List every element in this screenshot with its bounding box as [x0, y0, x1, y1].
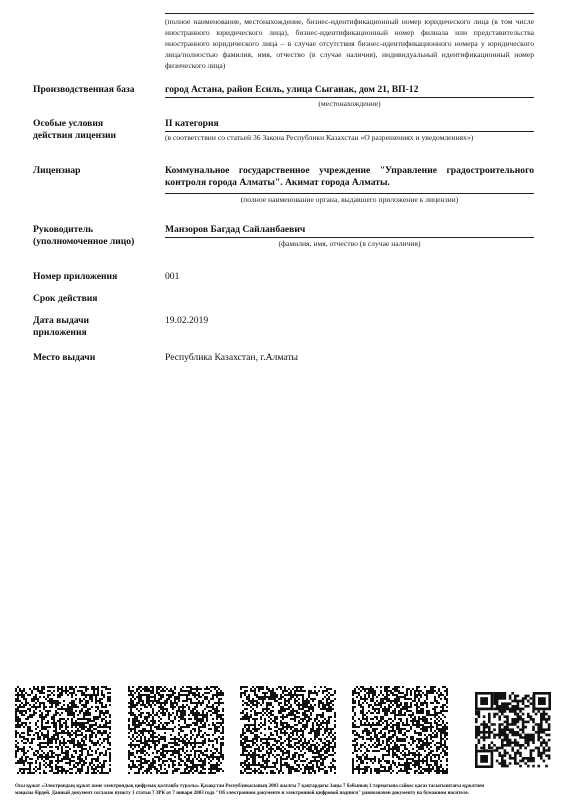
production-base-value: город Астана, район Есиль, улица Сыганак, дом 21, ВП-12 [165, 84, 419, 95]
licensor-value: Коммунальное государственное учреждение "Управление градостроительного контроля города Алматы". Акимат города Алматы. [165, 165, 534, 188]
licensor-label: Лицензиар [33, 165, 81, 176]
appendix-number-label: Номер приложения [33, 271, 118, 282]
special-conditions-value: II категория [165, 118, 219, 129]
qr-code [475, 692, 551, 768]
validity-label: Срок действия [33, 293, 98, 304]
special-conditions-note: (в соответствии со статьей 36 Закона Республики Казахстан «О разрешениях и уведомлениях») [165, 133, 474, 142]
head-note: (фамилия, имя, отчество (в случае наличия) [278, 239, 421, 248]
issue-date-label-2: приложения [33, 327, 87, 338]
footer-line-1: Осы құжат «Электрондық құжат және электрондық цифрлық қолтаңба туралы» Қазақстан Республикасының 2003 жылғы 7 қаңтардағы Заңы 7 бабының 1 тармағына сәйкес қағаз тасығыштағы құжатпен [15, 784, 485, 789]
barcode-3 [240, 686, 336, 774]
issue-date-value: 19.02.2019 [165, 315, 209, 326]
licensor-note: (полное наименование органа, выдавшего приложение к лицензии) [240, 195, 459, 204]
barcode-4 [352, 686, 448, 774]
production-base-note: (местонахождение) [318, 99, 381, 108]
issue-place-value: Республика Казахстан, г.Алматы [165, 352, 298, 363]
head-value: Манзоров Багдад Сайланбаевич [165, 224, 306, 235]
barcode-2 [128, 686, 224, 774]
appendix-number-value: 001 [165, 271, 180, 282]
head-label-2: (уполномоченное лицо) [33, 236, 135, 247]
issue-date-label-1: Дата выдачи [33, 315, 90, 326]
head-label-1: Руководитель [33, 224, 94, 235]
production-base-label: Производственная база [33, 84, 135, 95]
header-note: (полное наименование, местонахождение, бизнес-идентификационный номер юридического лица (в том числе иностранного юридического лица), бизнес-идентификационный номер филиала или представительства иностранного юридического лица – в случае отсутствия бизнес-идентификационного номера у юридического лица/полностью фамилия, имя, отчество (в случае наличия), индивидуальный идентификационный номер физического лица) [165, 17, 534, 70]
issue-place-label: Место выдачи [33, 352, 96, 363]
special-conditions-label-2: действия лицензии [33, 130, 117, 141]
footer-line-2: маңызы бірдей. Данный документ согласно пункту 1 статьи 7 ЗРК от 7 января 2003 года "Об электронном документе и электронной цифровой подписи" равнозначен документу на бумажном носителе. [15, 791, 470, 796]
header-top-rule [165, 13, 534, 14]
barcode-1 [15, 686, 111, 774]
special-conditions-label-1: Особые условия [33, 118, 104, 129]
